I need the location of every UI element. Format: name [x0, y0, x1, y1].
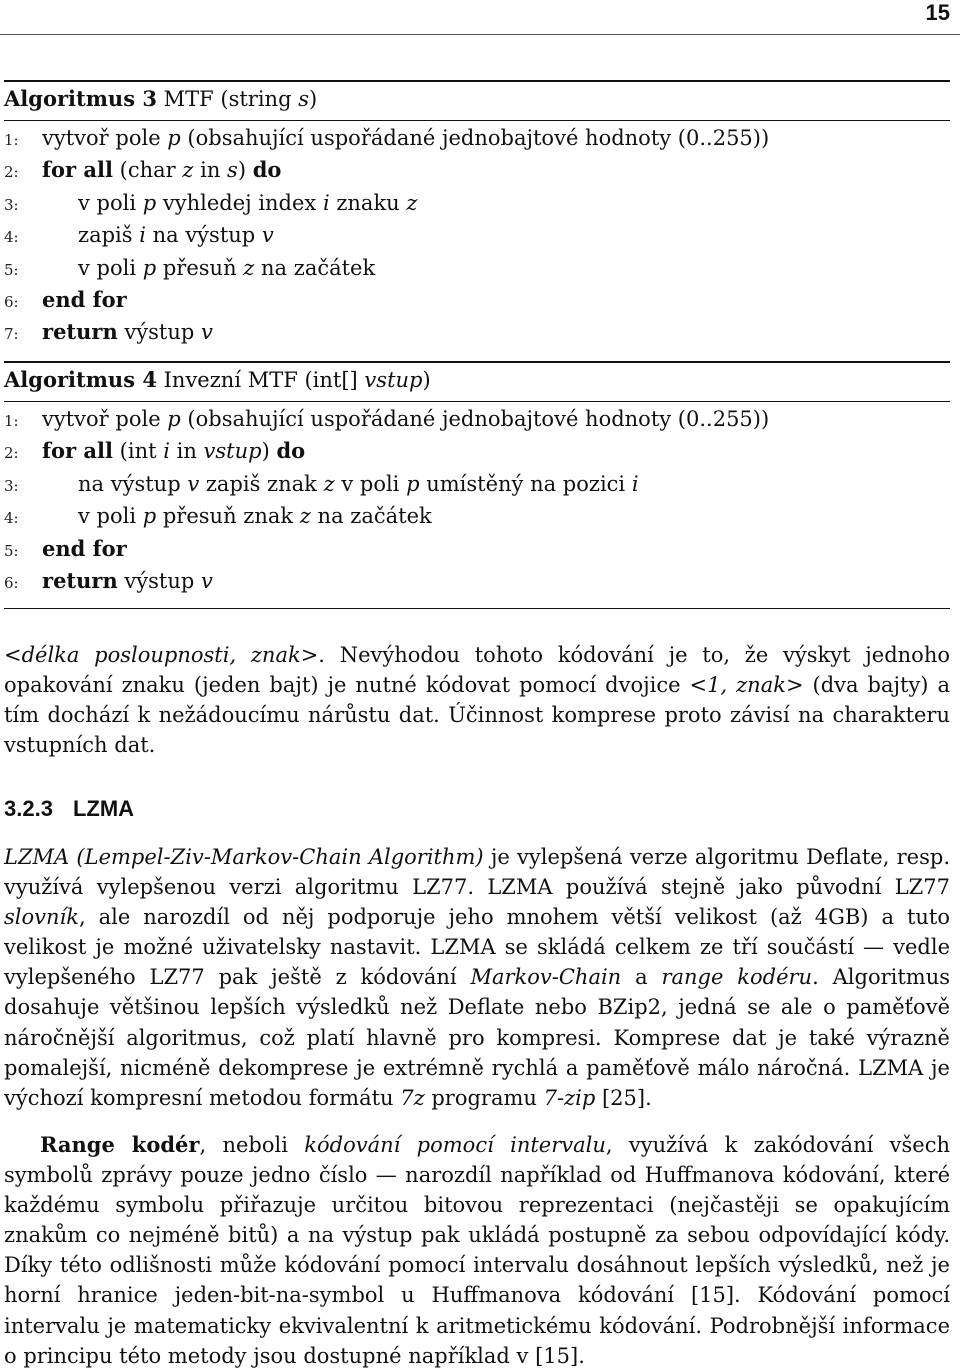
algorithm-line: 1: vytvoř pole p (obsahující uspořádané jednobajtové hodnoty (0..255)): [4, 407, 770, 431]
algorithm-caption: [4, 366, 950, 394]
algorithm-3: [4, 80, 950, 350]
page-number: 15: [925, 0, 950, 25]
algorithm-tag: Algoritmus 4: [4, 367, 157, 392]
algorithm-caption: [4, 85, 950, 113]
algorithm-line: 1: vytvoř pole p (obsahující uspořádané jednobajtové hodnoty (0..255)): [4, 126, 770, 150]
algorithm-line: 5: end for: [4, 535, 127, 561]
algorithm-title: Invezní MTF (int[] vstup): [163, 368, 431, 392]
algorithm-line: 5: v poli p přesuň z na začátek: [4, 255, 376, 280]
algorithm-tag: Algoritmus 3: [4, 86, 157, 111]
algorithm-top-rule: [4, 361, 950, 363]
paragraph-range-coder: Range kodér, neboli kódování pomocí intervalu, využívá k zakódování všech symbolů zprávy pouze jedno číslo — narozdíl například od Huffmanova kódování, které každému symbolu přiřazuje určitou bitovou reprezentaci (nejčastěji se opakujícím znakům co nejméně bitů) a na výstup pak ukládá postupně za sebou odpovídající kódy. Díky této odlišnosti může kódování pomocí intervalu dosáhnout lepších výsledků, než je horní hranice jeden-bit-na-symbol u Huffmanova kódování [15]. Kódování pomocí intervalu je matematicky ekvivalentní k aritmetickému kódování. Podrobnější informace o principu této metody jsou dostupné například v [15].: [4, 1132, 950, 1368]
algorithm-4: [4, 361, 950, 609]
algorithm-caption-rule: [4, 401, 950, 402]
algorithm-line: 3: na výstup v zapiš znak z v poli p umístěný na pozici i: [4, 471, 639, 496]
algorithm-top-rule: [4, 80, 950, 82]
header-rule: [0, 34, 960, 35]
section-heading: [4, 796, 134, 822]
algorithm-line: 3: v poli p vyhledej index i znaku z: [4, 190, 418, 215]
algorithm-line: 6: end for: [4, 287, 127, 313]
algorithm-line: 2: for all (char z in s) do: [4, 157, 282, 183]
paragraph-lzma: LZMA (Lempel-Ziv-Markov-Chain Algorithm) je vylepšená verze algoritmu Deflate, resp. využívá vylepšenou verzi algoritmu LZ77. LZMA používá stejně jako původní LZ77 slovník, ale narozdíl od něj podporuje jeho mnohem větší velikost (až 4GB) a tuto velikost je možné uživatelsky nastavit. LZMA se skládá celkem ze tří součástí — vedle vylepšeného LZ77 pak ještě z kódování Markov-Chain a range kodéru. Algoritmus dosahuje většinou lepších výsledků než Deflate nebo BZip2, jedná se ale o paměťově náročnější algoritmus, což platí hlavně pro kompresi. Komprese dat je také výrazně pomalejší, nicméně dekomprese je extrémně rychlá a paměťově málo náročná. LZMA je výchozí kompresní metodou formátu 7z programu 7-zip [25].: [4, 845, 951, 1110]
algorithm-line: 2: for all (int i in vstup) do: [4, 438, 306, 464]
algorithm-caption-rule: [4, 120, 950, 121]
algorithm-line: 6: return výstup v: [4, 568, 213, 594]
algorithm-bottom-rule: [4, 608, 950, 609]
algorithm-line: 7: return výstup v: [4, 319, 213, 345]
section-number: 3.2.3: [4, 796, 53, 821]
paragraph-rle: <délka posloupnosti, znak>. Nevýhodou tohoto kódování je to, že výskyt jednoho opakování znaku (jeden bajt) je nutné kódovat pomocí dvojice <1, znak> (dva bajty) a tím dochází k nežádoucímu nárůstu dat. Účinnost komprese proto závisí na charakteru vstupních dat.: [4, 643, 950, 758]
algorithm-line: 4: zapiš i na výstup v: [4, 223, 274, 248]
algorithm-title: MTF (string s): [163, 87, 318, 111]
algorithm-line: 4: v poli p přesuň znak z na začátek: [4, 504, 432, 529]
section-title: LZMA: [72, 796, 135, 821]
